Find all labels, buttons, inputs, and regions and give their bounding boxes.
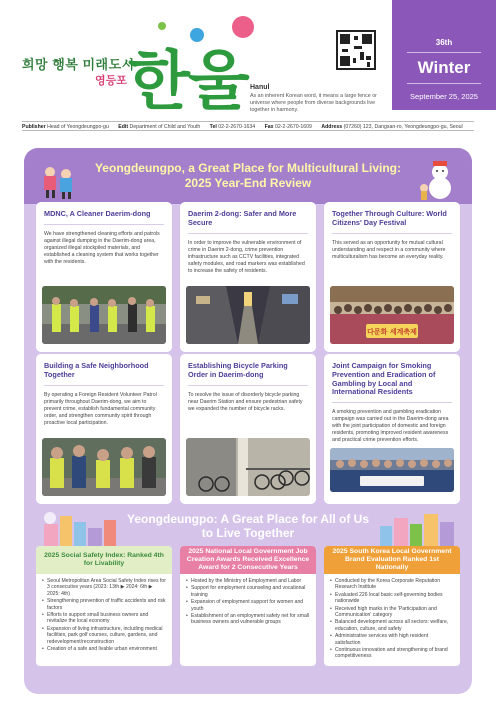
brand-english-name: Hanul (250, 84, 270, 91)
list-item: • Strengthening prevention of traffic accidents and risk factors (42, 598, 166, 611)
city-right-illustration-icon (378, 508, 458, 548)
divider (407, 83, 481, 84)
review-card-safe-neighborhood (36, 354, 172, 504)
card-title: MDNC, A Cleaner Daerim-dong (44, 210, 164, 225)
card-body: We have strengthened cleaning efforts and patrols against illegal dumping in the Daerim-dong area, organized illegal stockpiled materials, and established a cleaning system that works together with the residents. (44, 230, 160, 265)
card-body: In order to improve the vulnerable environment of crime in Daerim 2-dong, crime prevention infrastructure such as CCTV facilities, integrated safety modules, and road markers was established to increase the safety of residents. (188, 239, 305, 274)
issue-season: Winter (417, 58, 471, 77)
campaign-group-photo (330, 448, 454, 492)
slogan-district: 영등포 (95, 75, 127, 87)
tel-label: Tel (209, 124, 217, 130)
main-panel (24, 148, 472, 694)
cleanup-volunteers-photo (42, 286, 166, 344)
card-title: Together Through Culture: World Citizens' Day Festival (332, 210, 452, 234)
award-title: 2025 Social Safety Index: Ranked 4th for Livability (36, 546, 172, 574)
award-job-creation (180, 546, 316, 666)
list-item: • Creation of a safe and livable urban environment (42, 646, 166, 652)
address-label: Address (321, 124, 343, 130)
list-item: • Establishment of an employment safety net for small business owners and vulnerable groups (186, 613, 310, 626)
bicycle-racks-photo (186, 438, 310, 496)
list-item: • Support for employment counseling and vocational training (186, 585, 310, 598)
divider (407, 52, 481, 53)
list-item: • Evaluated 226 local basic self-governing bodies nationwide (330, 592, 454, 605)
card-title: Building a Safe Neighborhood Together (44, 362, 164, 386)
festival-group-photo (330, 286, 454, 344)
issue-date: September 25, 2025 (410, 92, 478, 101)
brand-description: As an inherent Korean word, it means a large fence or universe where people from diverse backgrounds live together in harmony. (250, 93, 377, 113)
list-item: • Seoul Metropolitan Area Social Safety Index rises for 3 consecutive years (2023: 13th ▶ 2024: 6th ▶ 2025: 4th) (42, 578, 166, 597)
list-item: • Received high marks in the 'Participation and Communication' category (330, 606, 454, 619)
review-card-cleaner-daerim (36, 202, 172, 352)
list-item: • Expansion of living infrastructure, including medical facilities, park golf courses, culture, gardens, and redevelopment/reconstruction (42, 626, 166, 645)
review-title: Yeongdeungpo, a Great Place for Multicultural Living: 2025 Year-End Review (94, 161, 402, 190)
list-item: • Hosted by the Ministry of Employment and Labor (186, 578, 310, 584)
award-list (180, 574, 316, 631)
qr-code-icon[interactable] (336, 30, 376, 70)
slogan: 희망 행복 미래도시 (22, 57, 135, 72)
fax-label: Fax (264, 124, 274, 130)
card-title: Establishing Bicycle Parking Order in Daerim-dong (188, 362, 308, 386)
award-list (324, 574, 460, 665)
issue-info-box (392, 0, 496, 110)
award-title: 2025 National Local Government Job Creation Awards Received Excellence Award for 2 Consecutive Years (180, 546, 316, 574)
review-card-bicycle-parking (180, 354, 316, 504)
review-card-daerim2-safety (180, 202, 316, 352)
festival-banner-text: 다문화 세계축제 (367, 328, 417, 336)
publication-info-bar (22, 121, 474, 131)
editor-value: Department of Child and Youth (129, 124, 201, 130)
publisher-value: Head of Yeongdeungpo-gu (47, 124, 109, 130)
fax-value: 02-2-2670-1609 (275, 124, 312, 130)
card-title: Joint Campaign for Smoking Prevention and Eradication of Gambling by Local and International Residents (332, 362, 452, 403)
snowman-illustration-icon (418, 158, 462, 202)
card-body: This served as an opportunity for mutual cultural understanding and respect in a community where multiculturalism has become an everyday reality. (332, 239, 446, 260)
list-item: • Administrative services with high resident satisfaction (330, 633, 454, 646)
review-banner (24, 148, 472, 204)
list-item: • Expansion of employment support for women and youth (186, 599, 310, 612)
card-body: To resolve the issue of disorderly bicycle parking near Daerim Station and ensure pedestrian safety we expanded the number of bicycle racks. (188, 391, 303, 412)
logo-dot-green (158, 22, 166, 30)
list-item: • Continuous innovation and strengthening of brand competitiveness (330, 647, 454, 660)
list-item: • Conducted by the Korea Corporate Reputation Research Institute (330, 578, 454, 591)
livability-title: Yeongdeungpo: A Great Place for All of Us to Live Together (126, 512, 370, 540)
card-body: A smoking prevention and gambling eradication campaign was carried out in the Daerim-dong area with the joint participation of domestic and foreign residents, promoting improved resident awareness and practical crime prevention efforts. (332, 409, 449, 444)
brand-logo-text: 한울 (128, 45, 248, 119)
children-illustration-icon (38, 162, 78, 202)
award-social-safety (36, 546, 172, 666)
editor-label: Edit (118, 124, 129, 130)
tel-value: 02-2-2670-1634 (218, 124, 256, 130)
list-item: • Efforts to support small business owners and revitalize the local economy (42, 612, 166, 625)
alley-cctv-photo (186, 286, 310, 344)
review-card-smoking-campaign (324, 354, 460, 504)
address-value: (07260) 123, Dangsan-ro, Yeongdeungpo-gu, Seoul (343, 124, 463, 130)
volunteer-patrol-photo (42, 438, 166, 496)
city-left-illustration-icon (40, 508, 120, 548)
award-title: 2025 South Korea Local Government Brand Evaluation Ranked 1st Nationally (324, 546, 460, 574)
award-list (36, 574, 172, 657)
award-brand-evaluation (324, 546, 460, 666)
issue-number: 36th (435, 38, 453, 47)
card-title: Daerim 2-dong: Safer and More Secure (188, 210, 308, 234)
publisher-label: Publisher (22, 124, 46, 130)
card-body: By operating a Foreign Resident Volunteer Patrol primarily throughout Daerim-dong, we aim to prevent crime, establish fundamental community order, and strengthen community spirit through proactive local participation. (44, 391, 157, 426)
list-item: • Balanced development across all sectors: welfare, education, culture, and safety (330, 619, 454, 632)
masthead (0, 0, 496, 120)
review-card-culture-festival (324, 202, 460, 352)
